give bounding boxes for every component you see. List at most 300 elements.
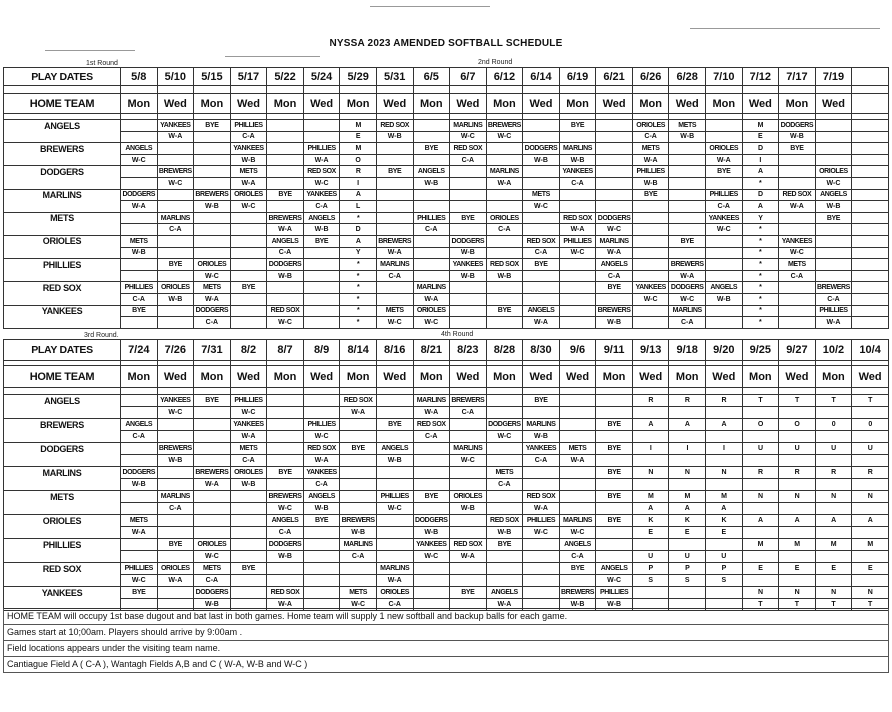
opponent-cell: K bbox=[706, 515, 743, 527]
field-cell bbox=[376, 431, 413, 443]
play-date: 8/14 bbox=[340, 340, 377, 361]
opponent-cell: T bbox=[742, 395, 779, 407]
field-cell bbox=[194, 224, 231, 236]
opponent-cell bbox=[194, 143, 231, 155]
field-cell bbox=[779, 317, 816, 329]
opponent-cell: M bbox=[779, 539, 816, 551]
opponent-cell: BREWERS bbox=[267, 212, 304, 224]
spacer-row bbox=[4, 86, 889, 94]
field-cell bbox=[852, 455, 889, 467]
opponent-cell: MARLINS bbox=[413, 395, 450, 407]
field-cell: W-A bbox=[486, 177, 523, 189]
field-cell: O bbox=[340, 154, 377, 166]
field-cell bbox=[157, 154, 194, 166]
opponent-cell bbox=[230, 539, 267, 551]
team-name-spacer bbox=[4, 479, 121, 491]
opponent-cell: R bbox=[706, 395, 743, 407]
opponent-cell bbox=[706, 120, 743, 132]
field-cell bbox=[340, 431, 377, 443]
team-name: METS bbox=[4, 212, 121, 224]
play-date: 7/31 bbox=[194, 340, 231, 361]
opponent-cell: RED SOX bbox=[376, 120, 413, 132]
field-cell bbox=[194, 503, 231, 515]
field-cell bbox=[267, 201, 304, 213]
opponent-cell: BYE bbox=[230, 563, 267, 575]
team-name: BREWERS bbox=[4, 143, 121, 155]
weekday: Wed bbox=[523, 366, 560, 388]
opponent-cell bbox=[340, 563, 377, 575]
field-cell: C-A bbox=[523, 247, 560, 259]
opponent-cell bbox=[413, 189, 450, 201]
field-cell: C-A bbox=[194, 575, 231, 587]
field-cell: C-A bbox=[450, 154, 487, 166]
opponent-cell: DODGERS bbox=[779, 120, 816, 132]
opponent-cell: RED SOX bbox=[413, 419, 450, 431]
field-cell: S bbox=[706, 575, 743, 587]
field-cell: * bbox=[340, 317, 377, 329]
weekday: Wed bbox=[376, 366, 413, 388]
opponent-cell bbox=[194, 443, 231, 455]
opponent-cell bbox=[413, 563, 450, 575]
field-cell bbox=[669, 407, 706, 419]
field-cell bbox=[194, 177, 231, 189]
opponent-cell: N bbox=[815, 491, 852, 503]
opponent-cell: O bbox=[779, 419, 816, 431]
field-cell bbox=[815, 131, 852, 143]
field-cell: W-A bbox=[486, 599, 523, 611]
opponent-cell bbox=[230, 235, 267, 247]
opponent-cell: DODGERS bbox=[121, 189, 158, 201]
opponent-cell: R bbox=[742, 467, 779, 479]
opponent-cell bbox=[157, 515, 194, 527]
opponent-cell bbox=[450, 563, 487, 575]
opponent-cell: BREWERS bbox=[157, 166, 194, 178]
field-cell: E bbox=[669, 527, 706, 539]
field-cell: W-A bbox=[632, 154, 669, 166]
spacer-cell bbox=[267, 86, 304, 94]
field-cell: W-C bbox=[523, 201, 560, 213]
spacer-cell bbox=[669, 388, 706, 395]
weekday bbox=[852, 94, 889, 114]
field-cell bbox=[779, 177, 816, 189]
opponent-cell bbox=[596, 143, 633, 155]
field-cell: W-B bbox=[450, 247, 487, 259]
opponent-cell bbox=[376, 212, 413, 224]
opponent-cell bbox=[157, 189, 194, 201]
weekday: Mon bbox=[779, 94, 816, 114]
opponent-cell bbox=[486, 443, 523, 455]
field-cell bbox=[486, 575, 523, 587]
field-cell bbox=[742, 455, 779, 467]
weekday: Wed bbox=[230, 366, 267, 388]
field-cell: C-A bbox=[376, 270, 413, 282]
field-cell: I bbox=[742, 154, 779, 166]
team-row-opponents bbox=[4, 467, 889, 479]
field-cell: C-A bbox=[413, 224, 450, 236]
spacer-cell bbox=[852, 86, 889, 94]
field-cell: T bbox=[815, 599, 852, 611]
team-row-fields bbox=[4, 131, 889, 143]
field-cell bbox=[523, 131, 560, 143]
field-cell bbox=[669, 177, 706, 189]
field-cell bbox=[815, 154, 852, 166]
opponent-cell: ORIOLES bbox=[486, 212, 523, 224]
field-cell bbox=[303, 575, 340, 587]
opponent-cell: MARLINS bbox=[450, 120, 487, 132]
opponent-cell: RED SOX bbox=[450, 539, 487, 551]
opponent-cell: BYE bbox=[596, 282, 633, 294]
field-cell: W-A bbox=[523, 317, 560, 329]
opponent-cell: MARLINS bbox=[559, 515, 596, 527]
field-cell bbox=[632, 431, 669, 443]
field-cell bbox=[121, 131, 158, 143]
opponent-cell: RED SOX bbox=[779, 189, 816, 201]
field-cell bbox=[559, 575, 596, 587]
opponent-cell bbox=[413, 120, 450, 132]
field-cell bbox=[450, 431, 487, 443]
home-team-label: HOME TEAM bbox=[4, 366, 121, 388]
field-cell bbox=[559, 317, 596, 329]
field-cell bbox=[669, 247, 706, 259]
opponent-cell: DODGERS bbox=[121, 467, 158, 479]
opponent-cell bbox=[523, 212, 560, 224]
weekday: Mon bbox=[194, 366, 231, 388]
field-cell bbox=[194, 247, 231, 259]
play-date: 8/21 bbox=[413, 340, 450, 361]
opponent-cell: A bbox=[669, 419, 706, 431]
opponent-cell: BYE bbox=[376, 166, 413, 178]
spacer-cell bbox=[559, 388, 596, 395]
field-cell: W-C bbox=[706, 224, 743, 236]
field-cell: W-A bbox=[267, 224, 304, 236]
field-cell: E bbox=[742, 131, 779, 143]
opponent-cell bbox=[413, 443, 450, 455]
opponent-cell: BYE bbox=[413, 143, 450, 155]
opponent-cell bbox=[303, 395, 340, 407]
opponent-cell bbox=[230, 259, 267, 271]
field-cell: S bbox=[632, 575, 669, 587]
field-cell bbox=[157, 479, 194, 491]
team-row-opponents bbox=[4, 166, 889, 178]
field-cell bbox=[267, 575, 304, 587]
field-cell bbox=[815, 479, 852, 491]
field-cell: W-C bbox=[157, 407, 194, 419]
field-cell: W-B bbox=[450, 270, 487, 282]
field-cell: C-A bbox=[450, 407, 487, 419]
field-cell bbox=[706, 317, 743, 329]
field-cell: W-A bbox=[779, 201, 816, 213]
spacer-cell bbox=[596, 388, 633, 395]
spacer-cell bbox=[450, 388, 487, 395]
opponent-cell: M bbox=[632, 491, 669, 503]
field-cell: C-A bbox=[121, 431, 158, 443]
weekday: Wed bbox=[450, 94, 487, 114]
opponent-cell bbox=[376, 189, 413, 201]
opponent-cell: MARLINS bbox=[450, 443, 487, 455]
field-cell bbox=[815, 551, 852, 563]
field-cell bbox=[450, 293, 487, 305]
field-cell bbox=[486, 247, 523, 259]
opponent-cell: MARLINS bbox=[559, 143, 596, 155]
team-name: DODGERS bbox=[4, 166, 121, 178]
opponent-cell: YANKEES bbox=[706, 212, 743, 224]
opponent-cell: YANKEES bbox=[559, 166, 596, 178]
opponent-cell: BYE bbox=[815, 212, 852, 224]
team-name-spacer bbox=[4, 224, 121, 236]
team-name-spacer bbox=[4, 527, 121, 539]
opponent-cell bbox=[559, 189, 596, 201]
field-cell bbox=[632, 201, 669, 213]
field-cell: W-B bbox=[523, 154, 560, 166]
opponent-cell bbox=[303, 259, 340, 271]
field-cell: C-A bbox=[559, 551, 596, 563]
field-cell bbox=[596, 503, 633, 515]
team-name: RED SOX bbox=[4, 563, 121, 575]
opponent-cell bbox=[632, 212, 669, 224]
field-cell: W-A bbox=[413, 407, 450, 419]
play-date: 7/10 bbox=[706, 68, 743, 86]
opponent-cell: YANKEES bbox=[157, 395, 194, 407]
play-date: 8/23 bbox=[450, 340, 487, 361]
opponent-cell: BREWERS bbox=[157, 443, 194, 455]
team-name-spacer bbox=[4, 247, 121, 259]
opponent-cell: RED SOX bbox=[559, 212, 596, 224]
opponent-cell: MARLINS bbox=[413, 282, 450, 294]
field-cell: A bbox=[632, 503, 669, 515]
weekday: Mon bbox=[267, 366, 304, 388]
play-date: 5/8 bbox=[121, 68, 158, 86]
opponent-cell bbox=[450, 515, 487, 527]
field-cell: W-A bbox=[559, 455, 596, 467]
field-cell: W-C bbox=[559, 247, 596, 259]
field-cell bbox=[706, 431, 743, 443]
opponent-cell bbox=[815, 235, 852, 247]
opponent-cell bbox=[157, 467, 194, 479]
opponent-cell bbox=[486, 563, 523, 575]
opponent-cell: A bbox=[340, 235, 377, 247]
team-row-opponents bbox=[4, 587, 889, 599]
field-cell bbox=[194, 527, 231, 539]
opponent-cell bbox=[852, 282, 889, 294]
play-date: 9/18 bbox=[669, 340, 706, 361]
field-cell bbox=[121, 317, 158, 329]
opponent-cell: RED SOX bbox=[303, 166, 340, 178]
opponent-cell: DODGERS bbox=[450, 235, 487, 247]
field-cell: W-B bbox=[230, 479, 267, 491]
opponent-cell: BYE bbox=[596, 443, 633, 455]
opponent-cell bbox=[486, 395, 523, 407]
opponent-cell bbox=[376, 395, 413, 407]
opponent-cell: PHILLIES bbox=[815, 305, 852, 317]
field-cell bbox=[376, 407, 413, 419]
opponent-cell: METS bbox=[523, 189, 560, 201]
scan-line bbox=[370, 6, 490, 7]
field-cell: W-B bbox=[157, 293, 194, 305]
field-cell bbox=[559, 201, 596, 213]
opponent-cell: R bbox=[340, 166, 377, 178]
field-cell bbox=[596, 131, 633, 143]
field-cell bbox=[815, 455, 852, 467]
opponent-cell: RED SOX bbox=[340, 395, 377, 407]
opponent-cell: ORIOLES bbox=[157, 282, 194, 294]
field-cell: C-A bbox=[486, 479, 523, 491]
field-cell bbox=[852, 527, 889, 539]
play-date: 6/7 bbox=[450, 68, 487, 86]
team-row-fields bbox=[4, 201, 889, 213]
opponent-cell: PHILLIES bbox=[376, 491, 413, 503]
team-name-spacer bbox=[4, 551, 121, 563]
spacer-cell bbox=[340, 388, 377, 395]
play-dates-label: PLAY DATES bbox=[4, 68, 121, 86]
play-date: 9/13 bbox=[632, 340, 669, 361]
opponent-cell bbox=[267, 395, 304, 407]
weekday: Mon bbox=[486, 366, 523, 388]
play-date: 6/5 bbox=[413, 68, 450, 86]
field-cell bbox=[413, 154, 450, 166]
opponent-cell bbox=[632, 259, 669, 271]
field-cell bbox=[852, 551, 889, 563]
team-name: METS bbox=[4, 491, 121, 503]
field-cell bbox=[815, 503, 852, 515]
team-row-opponents bbox=[4, 189, 889, 201]
opponent-cell bbox=[852, 235, 889, 247]
field-cell: C-A bbox=[523, 455, 560, 467]
opponent-cell: METS bbox=[340, 587, 377, 599]
opponent-cell: ANGELS bbox=[596, 563, 633, 575]
play-date: 6/14 bbox=[523, 68, 560, 86]
weekday: Wed bbox=[303, 366, 340, 388]
opponent-cell bbox=[632, 305, 669, 317]
opponent-cell bbox=[779, 282, 816, 294]
opponent-cell: METS bbox=[632, 143, 669, 155]
field-cell: W-C bbox=[815, 177, 852, 189]
field-cell: W-C bbox=[121, 575, 158, 587]
field-cell: C-A bbox=[632, 131, 669, 143]
field-cell bbox=[413, 479, 450, 491]
opponent-cell bbox=[121, 539, 158, 551]
field-cell: * bbox=[742, 270, 779, 282]
opponent-cell: ANGELS bbox=[267, 515, 304, 527]
field-cell: W-C bbox=[303, 431, 340, 443]
play-date: 8/2 bbox=[230, 340, 267, 361]
team-name-spacer bbox=[4, 317, 121, 329]
field-cell: W-B bbox=[303, 224, 340, 236]
field-cell: C-A bbox=[376, 599, 413, 611]
field-cell bbox=[486, 317, 523, 329]
field-cell: W-C bbox=[267, 317, 304, 329]
opponent-cell bbox=[669, 212, 706, 224]
opponent-cell: I bbox=[632, 443, 669, 455]
round-label: 1st Round bbox=[86, 60, 118, 67]
team-row-fields bbox=[4, 455, 889, 467]
weekday: Wed bbox=[157, 366, 194, 388]
field-cell: W-B bbox=[779, 131, 816, 143]
note-start-time: Games start at 10;00am. Players should arrive by 9:00am . bbox=[3, 625, 889, 641]
field-cell: W-C bbox=[376, 503, 413, 515]
opponent-cell bbox=[852, 143, 889, 155]
team-row-opponents bbox=[4, 305, 889, 317]
opponent-cell bbox=[157, 235, 194, 247]
note-field-legend: Cantiague Field A ( C-A ), Wantagh Fields A,B and C ( W-A, W-B and W-C ) bbox=[3, 657, 889, 673]
weekday: Wed bbox=[706, 366, 743, 388]
opponent-cell bbox=[815, 259, 852, 271]
field-cell: W-B bbox=[815, 201, 852, 213]
field-cell bbox=[303, 551, 340, 563]
opponent-cell bbox=[852, 305, 889, 317]
field-cell bbox=[230, 551, 267, 563]
field-cell: W-C bbox=[340, 599, 377, 611]
opponent-cell: DODGERS bbox=[413, 515, 450, 527]
spacer-cell bbox=[632, 86, 669, 94]
field-cell bbox=[303, 317, 340, 329]
opponent-cell bbox=[376, 467, 413, 479]
field-cell bbox=[596, 431, 633, 443]
field-cell bbox=[230, 293, 267, 305]
field-cell bbox=[632, 407, 669, 419]
notes-section bbox=[3, 608, 889, 673]
team-name-spacer bbox=[4, 455, 121, 467]
field-cell: * bbox=[742, 224, 779, 236]
opponent-cell: ANGELS bbox=[486, 587, 523, 599]
note-field-locations: Field locations appears under the visiting team name. bbox=[3, 641, 889, 657]
opponent-cell: N bbox=[852, 491, 889, 503]
spacer-cell bbox=[669, 86, 706, 94]
play-date: 8/16 bbox=[376, 340, 413, 361]
field-cell: W-A bbox=[230, 431, 267, 443]
team-row-fields bbox=[4, 270, 889, 282]
opponent-cell: M bbox=[852, 539, 889, 551]
field-cell: A bbox=[706, 503, 743, 515]
play-date: 8/9 bbox=[303, 340, 340, 361]
field-cell bbox=[852, 407, 889, 419]
opponent-cell: ANGELS bbox=[303, 212, 340, 224]
play-date: 5/31 bbox=[376, 68, 413, 86]
field-cell: C-A bbox=[157, 224, 194, 236]
opponent-cell: R bbox=[632, 395, 669, 407]
field-cell bbox=[742, 575, 779, 587]
opponent-cell bbox=[121, 491, 158, 503]
field-cell: W-C bbox=[267, 503, 304, 515]
field-cell: W-A bbox=[413, 293, 450, 305]
opponent-cell: U bbox=[815, 443, 852, 455]
field-cell bbox=[450, 317, 487, 329]
team-name-spacer bbox=[4, 201, 121, 213]
field-cell bbox=[559, 293, 596, 305]
field-cell bbox=[486, 503, 523, 515]
field-cell bbox=[852, 247, 889, 259]
field-cell: W-C bbox=[486, 431, 523, 443]
opponent-cell: BYE bbox=[559, 563, 596, 575]
field-cell bbox=[230, 270, 267, 282]
field-cell bbox=[450, 224, 487, 236]
field-cell bbox=[121, 224, 158, 236]
opponent-cell: Y bbox=[742, 212, 779, 224]
field-cell: W-B bbox=[267, 270, 304, 282]
field-cell bbox=[157, 527, 194, 539]
field-cell: W-B bbox=[157, 455, 194, 467]
field-cell bbox=[815, 575, 852, 587]
team-row-opponents bbox=[4, 539, 889, 551]
opponent-cell: ANGELS bbox=[121, 419, 158, 431]
field-cell bbox=[413, 270, 450, 282]
field-cell bbox=[669, 224, 706, 236]
opponent-cell: DODGERS bbox=[194, 305, 231, 317]
field-cell bbox=[596, 293, 633, 305]
play-date: 9/11 bbox=[596, 340, 633, 361]
opponent-cell bbox=[669, 166, 706, 178]
spacer-cell bbox=[779, 86, 816, 94]
opponent-cell: YANKEES bbox=[632, 282, 669, 294]
